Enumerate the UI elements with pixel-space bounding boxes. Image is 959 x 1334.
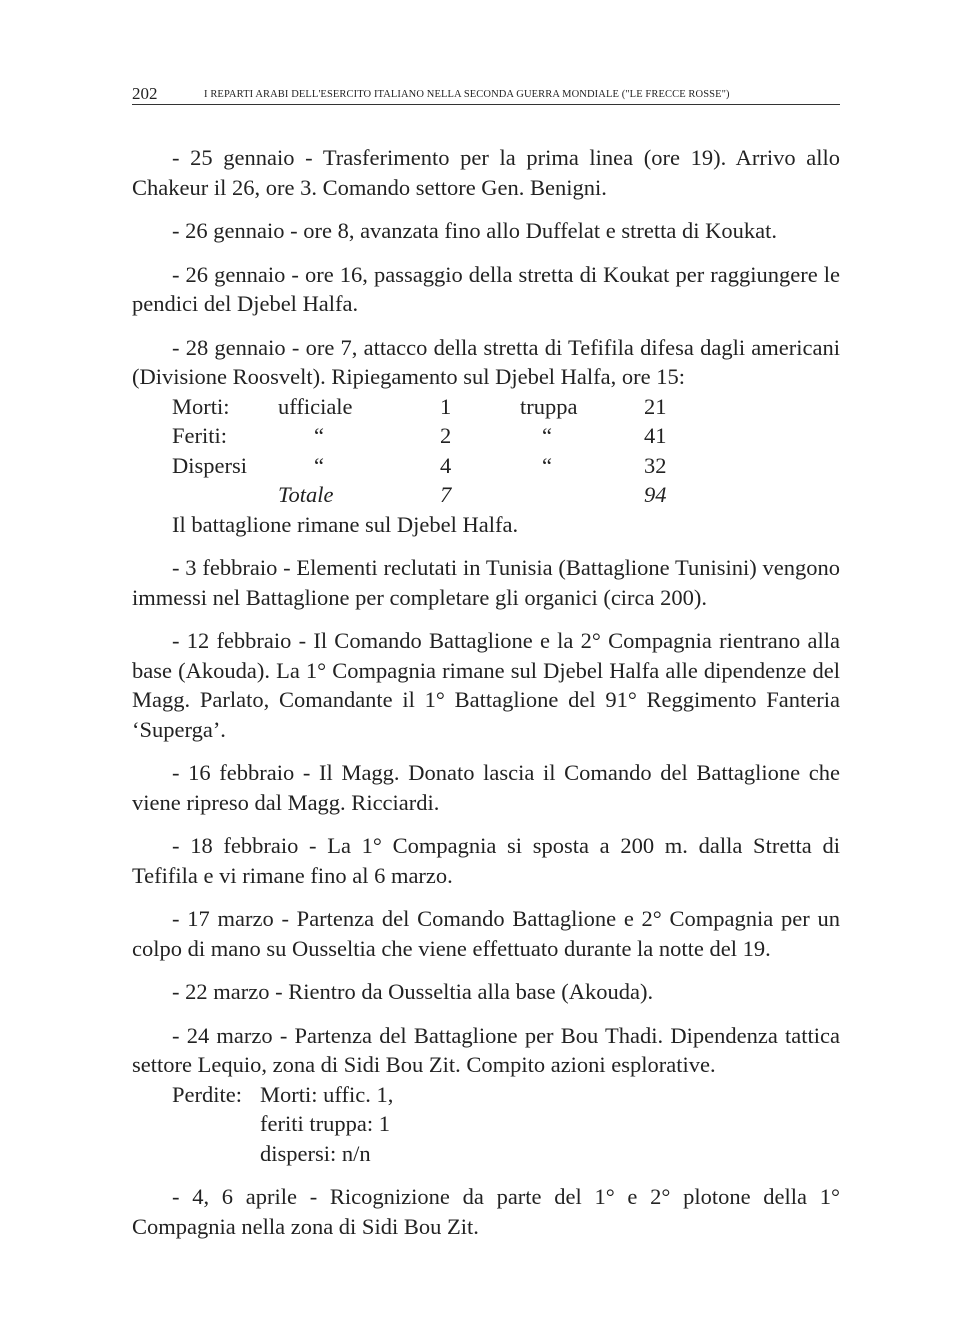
- value-b: 21: [644, 393, 667, 419]
- paragraph-17-marzo: - 17 marzo - Partenza del Comando Battaglione e 2° Compagnia per un colpo di mano su Ousseltia che viene effettuato durante la notte del 19.: [132, 906, 840, 961]
- value-b: 32: [644, 452, 667, 478]
- value-a: 1: [440, 393, 452, 419]
- total-value-b: 94: [644, 482, 667, 507]
- paragraph-22-marzo: - 22 marzo - Rientro da Ousseltia alla base (Akouda).: [172, 979, 654, 1004]
- running-header: [132, 84, 840, 105]
- paragraph-16-febbraio: - 16 febbraio - Il Magg. Donato lascia il Comando del Battaglione che viene ripreso dal Magg. Ricciardi.: [132, 760, 840, 815]
- category-b: “: [542, 452, 552, 478]
- table-row: [172, 421, 684, 451]
- perdite-line: feriti truppa: 1: [260, 1111, 390, 1136]
- category-b: “: [542, 423, 552, 448]
- category-b: truppa: [520, 393, 578, 419]
- perdite-label: Perdite:: [172, 1081, 242, 1107]
- paragraph-24-marzo: - 24 marzo - Partenza del Battaglione per Bou Thadi. Dipendenza tattica settore Lequio, zona di Sidi Bou Zit. Compito azioni esplorative.: [132, 1022, 840, 1077]
- paragraph-12-febbraio: - 12 febbraio - Il Comando Battaglione e la 2° Compagnia rientrano alla base (Akouda). La 1° Compagnia rimane sul Djebel Halfa alle dipendenze del Magg. Parlato, Comandante il 1° Battaglione del 91° Reggimento Fanteria ‘Superga’.: [132, 628, 840, 742]
- perdite-block: [172, 1080, 840, 1169]
- value-b: 41: [644, 423, 667, 448]
- paragraph-4-6-aprile: - 4, 6 aprile - Ricognizione da parte del 1° e 2° plotone della 1° Compagnia nella zona di Sidi Bou Zit.: [132, 1184, 840, 1239]
- total-value-a: 7: [440, 482, 452, 507]
- value-a: 2: [440, 423, 452, 448]
- paragraph-3-febbraio: - 3 febbraio - Elementi reclutati in Tunisia (Battaglione Tunisini) vengono immessi nel Battaglione per completare gli organici (circa 200).: [132, 555, 840, 610]
- page-number: 202: [132, 84, 158, 103]
- row-label: Dispersi: [172, 452, 247, 478]
- value-a: 4: [440, 452, 452, 478]
- total-label: Totale: [278, 482, 334, 507]
- perdite-line: dispersi: n/n: [260, 1140, 371, 1166]
- page-body: [132, 143, 840, 1241]
- table-row: [172, 451, 684, 481]
- table-total-row: [172, 480, 684, 510]
- category-a: “: [314, 452, 324, 478]
- running-title: I REPARTI ARABI DELL'ESERCITO ITALIANO NELLA SECONDA GUERRA MONDIALE ("LE FRECCE ROSSE"): [204, 89, 730, 100]
- paragraph-28-gennaio: - 28 gennaio - ore 7, attacco della stretta di Tefifila difesa dagli americani (Divisione Roosvelt). Ripiegamento sul Djebel Halfa, ore 15:: [132, 334, 840, 389]
- table-row: [172, 392, 684, 422]
- category-a: “: [314, 423, 324, 448]
- row-label: Feriti:: [172, 423, 227, 448]
- row-label: Morti:: [172, 393, 230, 419]
- paragraph-battaglione-rimane: Il battaglione rimane sul Djebel Halfa.: [172, 511, 519, 537]
- paragraph-26-gennaio-ore-8: - 26 gennaio - ore 8, avanzata fino allo Duffelat e stretta di Koukat.: [172, 218, 777, 243]
- category-a: ufficiale: [278, 393, 353, 419]
- paragraph-25-gennaio: - 25 gennaio - Trasferimento per la prima linea (ore 19). Arrivo allo Chakeur il 26, ore 3. Comando settore Gen. Benigni.: [132, 145, 840, 200]
- paragraph-26-gennaio-ore-16: - 26 gennaio - ore 16, passaggio della stretta di Koukat per raggiungere le pendici del Djebel Halfa.: [132, 261, 840, 316]
- paragraph-18-febbraio: - 18 febbraio - La 1° Compagnia si sposta a 200 m. dalla Stretta di Tefifila e vi rimane fino al 6 marzo.: [132, 833, 840, 888]
- perdite-line: Morti: uffic. 1,: [260, 1081, 394, 1107]
- losses-table: [172, 392, 684, 510]
